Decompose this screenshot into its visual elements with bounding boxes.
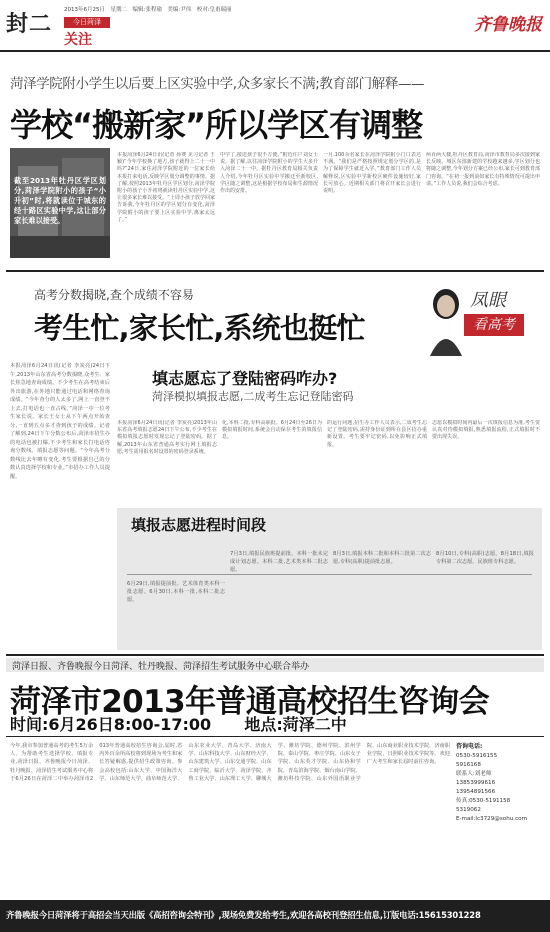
masthead (0, 0, 550, 52)
timeline-item (230, 550, 328, 644)
timeline-box (117, 508, 542, 650)
contact-line: 5319062 (456, 807, 481, 813)
contact-line: E-mail:lc3729@sohu.com (456, 816, 528, 822)
contact-line: 联系人:刘老师 (456, 771, 492, 777)
contact-title: 咨询电话: (456, 743, 483, 750)
place-label: 地点: (244, 715, 283, 734)
story1-column-2: 中学了,接送孩子很不方便。”附近住户刘女士说。据了解,以往菏泽学院附小的学生大多升入菏泽二十一中。据牡丹区教育局相关负责人介绍,今年牡丹区实验中学搬迁至新校区,学区随之调整,这是根据学校布局和生源情况作出的安排。 (220, 152, 318, 195)
contact-line: 13954891566 (456, 789, 496, 795)
story2-column-2: 本报菏泽6月24日讯(记者 李炭亮)2013年山东省高考填报志愿24日下午公布,不少考生在模拟填报志愿时发现忘记了登陆密码。据了解,2013年山东省普通高考实行网上填报志愿,考生需用报名时设置的密码登录系统。 (117, 420, 217, 455)
banner-contacts (456, 742, 544, 892)
banner-organizers: 菏泽日报、齐鲁晚报今日菏泽、牡丹晚报、菏泽招生考试服务中心联合举办 (12, 662, 310, 672)
timeline-item-text: 8月10日,专科(高职)志愿。8月18日,填报专科第二次志愿。民族班专科志愿。 (436, 551, 534, 565)
story2-headline: 考生忙,家长忙,系统也挺忙 (34, 311, 365, 345)
story1-headline: 学校“搬新家”所以学区有调整 (10, 106, 423, 144)
newspaper-logo: 齐鲁晚报 (474, 15, 542, 35)
column-name: 看高考 (464, 314, 524, 336)
section-tag-main: 关注 (64, 32, 92, 48)
divider (6, 270, 544, 272)
timeline-item-text: 8月3日,填报本科二批和本科三批第二次志愿,专科(高职)提前批志愿。 (333, 551, 431, 565)
timeline-item-text: 7月3日,填报民族班提前批、本科一批未完成计划志愿。本科二批,艺术类本科二批志愿。 (230, 551, 328, 573)
timeline-item-text: 6月29日,填报提前批、艺术体育类本科一批志愿。6月30日,本科一批,本科二批志愿。 (127, 581, 225, 603)
column-badge (418, 280, 542, 360)
story1-column-1: 本报菏泽6月24日讯(记者 孙赛 见习记者 王颖)“今年学校换了地方,孩子就得上二十一中吗?”24日,家住菏泽学院附近的一位家长给本报打来电话,反映学区划分调整的事情。据了解,按照2013年牡丹区学区划分,菏泽学院附小的孩子小升初将就读牡丹区实验中学,这让很多家长难以接受。“上周小孩子放学回家告诉我,今年牡丹区的学区划分有变化,菏泽学院附小的孩子要上区实验中学,离家太远了。” (117, 152, 215, 223)
story1-column-4: 两百两大楼,牡丹区教育局,菏泽市教育局多次接到家长反映。城区东部新建的学校越来越多,学区划分也将随之调整,今年划分方案已经公布,家长可到教育部门咨询。“在初一报到前如家长有特殊情况可提出申请。”工作人员说,我们会综合考虑。 (426, 152, 540, 187)
story2-kicker: 高考分数揭晓,查个成绩不容易 (34, 288, 194, 302)
story1-kicker: 菏泽学院附小学生以后要上区实验中学,众多家长不满;教育部门解释—— (10, 76, 425, 92)
banner-time-place (10, 712, 540, 735)
timeline-item (436, 550, 534, 644)
divider (6, 736, 544, 737)
timeline-item (127, 580, 225, 644)
dateline: 2013年6月25日 星期二 编辑:张程瑜 美编:尹伟 校对:皇甫瑞丽 (64, 7, 232, 13)
timeline-item (333, 550, 431, 644)
section-tag-top: 今日菏泽 (64, 17, 110, 28)
story2-sub-kicker: 菏泽模拟填报志愿,二成考生忘记登陆密码 (152, 390, 354, 403)
section-label: 封二 (6, 11, 53, 37)
story2-column-4: 的运行问题,招生办工作人员表示,二成考生忘记了登陆密码,需持身份证到所在县区招办重新设置。考生要牢记密码,以免影响正式填报。 (327, 420, 427, 448)
story1-photo (10, 148, 110, 258)
columnist-portrait-icon (426, 286, 466, 356)
story2-column-5: 志愿以模拟时间内最后一次填报信息为准,考生要认真对待模拟填报,熟悉填报流程,正式填报时不要出现失误。 (432, 420, 540, 441)
story2-sub-headline: 填志愿忘了登陆密码咋办? (152, 369, 338, 388)
time-value: 6月26日8:00-17:00 (48, 715, 212, 734)
banner-headline: 菏泽市2013年普通高校招生咨询会 (10, 684, 490, 720)
contact-line: 5916168 (456, 762, 481, 768)
time-label: 时间: (10, 715, 49, 734)
banner-organizers-bar (6, 658, 544, 672)
contact-line: 0530-5916155 (456, 753, 498, 759)
column-label: 凤眼 (470, 290, 506, 311)
place-value: 菏泽二中 (282, 715, 347, 734)
story2-column-1: 本报菏泽6月24日讯(记者 李炭亮)24日下午,2013年山东省高考分数揭晓,众考生、家长焦急地查询成绩。不少考生在高考结束后外出旅游,在外地只能通过电话和网络查询成绩。“今年查分的人太多了,网上一直登不上去,打电话也一直占线。”菏泽一中一位考生家长说。家长王女士从下午两点开始查分,一直到五点多才查到孩子的成绩。记者了解到,24日下午分数公布后,菏泽市招生办的电话也被打爆,不少考生和家长打电话咨询分数线、填报志愿等问题。“今年高考分数线比去年略有变化,考生要根据自己的分数认真选择学校和专业。”市招办工作人员提醒。 (10, 363, 110, 480)
photo-caption: 截至2013年牡丹区学区划分,菏泽学院附小的孩子“小升初”时,将就读位于城东的经十路区实验中学,这让部分家长难以接受。 (14, 176, 106, 225)
footer-text: 齐鲁晚报今日菏泽将于高招会当天出版《高招咨询会特刊》,现场免费发给考生,欢迎各高校刊登招生信息,订版电话:15615301228 (6, 910, 481, 920)
banner-body: 今年,我市参加普通高考的考生5万余人。为帮助考生选择学校、填报专业,菏泽日报、齐鲁晚报今日菏泽、牡丹晚报、菏泽招生考试服务中心将于6月26日在菏泽二中举办菏泽市2013年普通高校招生咨询会,届时,省内外百余所高校将到现场为考生和家长答疑解惑,提供招生政策咨询。参会高校包括:山东大学、中国海洋大学、山东师范大学、曲阜师范大学、山东农业大学、青岛大学、济南大学、山东科技大学、山东财经大学、山东建筑大学、山东交通学院、山东工商学院、临沂大学、菏泽学院、齐鲁工业大学、山东理工大学、聊城大学、潍坊学院、德州学院、滨州学院、泰山学院、枣庄学院、山东女子学院、山东英才学院、山东协和学院、青岛滨海学院、烟台南山学院、潍坊科技学院、山东外国语职业学院、山东商业职业技术学院、济南职业学院、日照职业技术学院等。欢迎广大考生和家长届时前往咨询。 (10, 743, 450, 782)
contact-line: 传真:0530-5191158 (456, 798, 511, 804)
divider (6, 654, 544, 656)
story1-column-3: 一月,100余名家长在菏泽学院附小门口表达不满。“我们是严格按照规定划分学区的,是为了保障学生就近入学。”教育部门工作人员解释说,区实验中学新校区硬件设施较好,家长可放心。近期相关部门将召开家长会进行说明。 (323, 152, 421, 195)
contact-line: 13853999616 (456, 780, 496, 786)
footer-bar (0, 900, 550, 932)
timeline-title: 填报志愿进程时间段 (131, 516, 267, 534)
story2-column-3: 化,本科二批,专科高职批。6月24日至26日为模拟填报时间,系统会自动保存考生的填报信息。 (222, 420, 322, 441)
